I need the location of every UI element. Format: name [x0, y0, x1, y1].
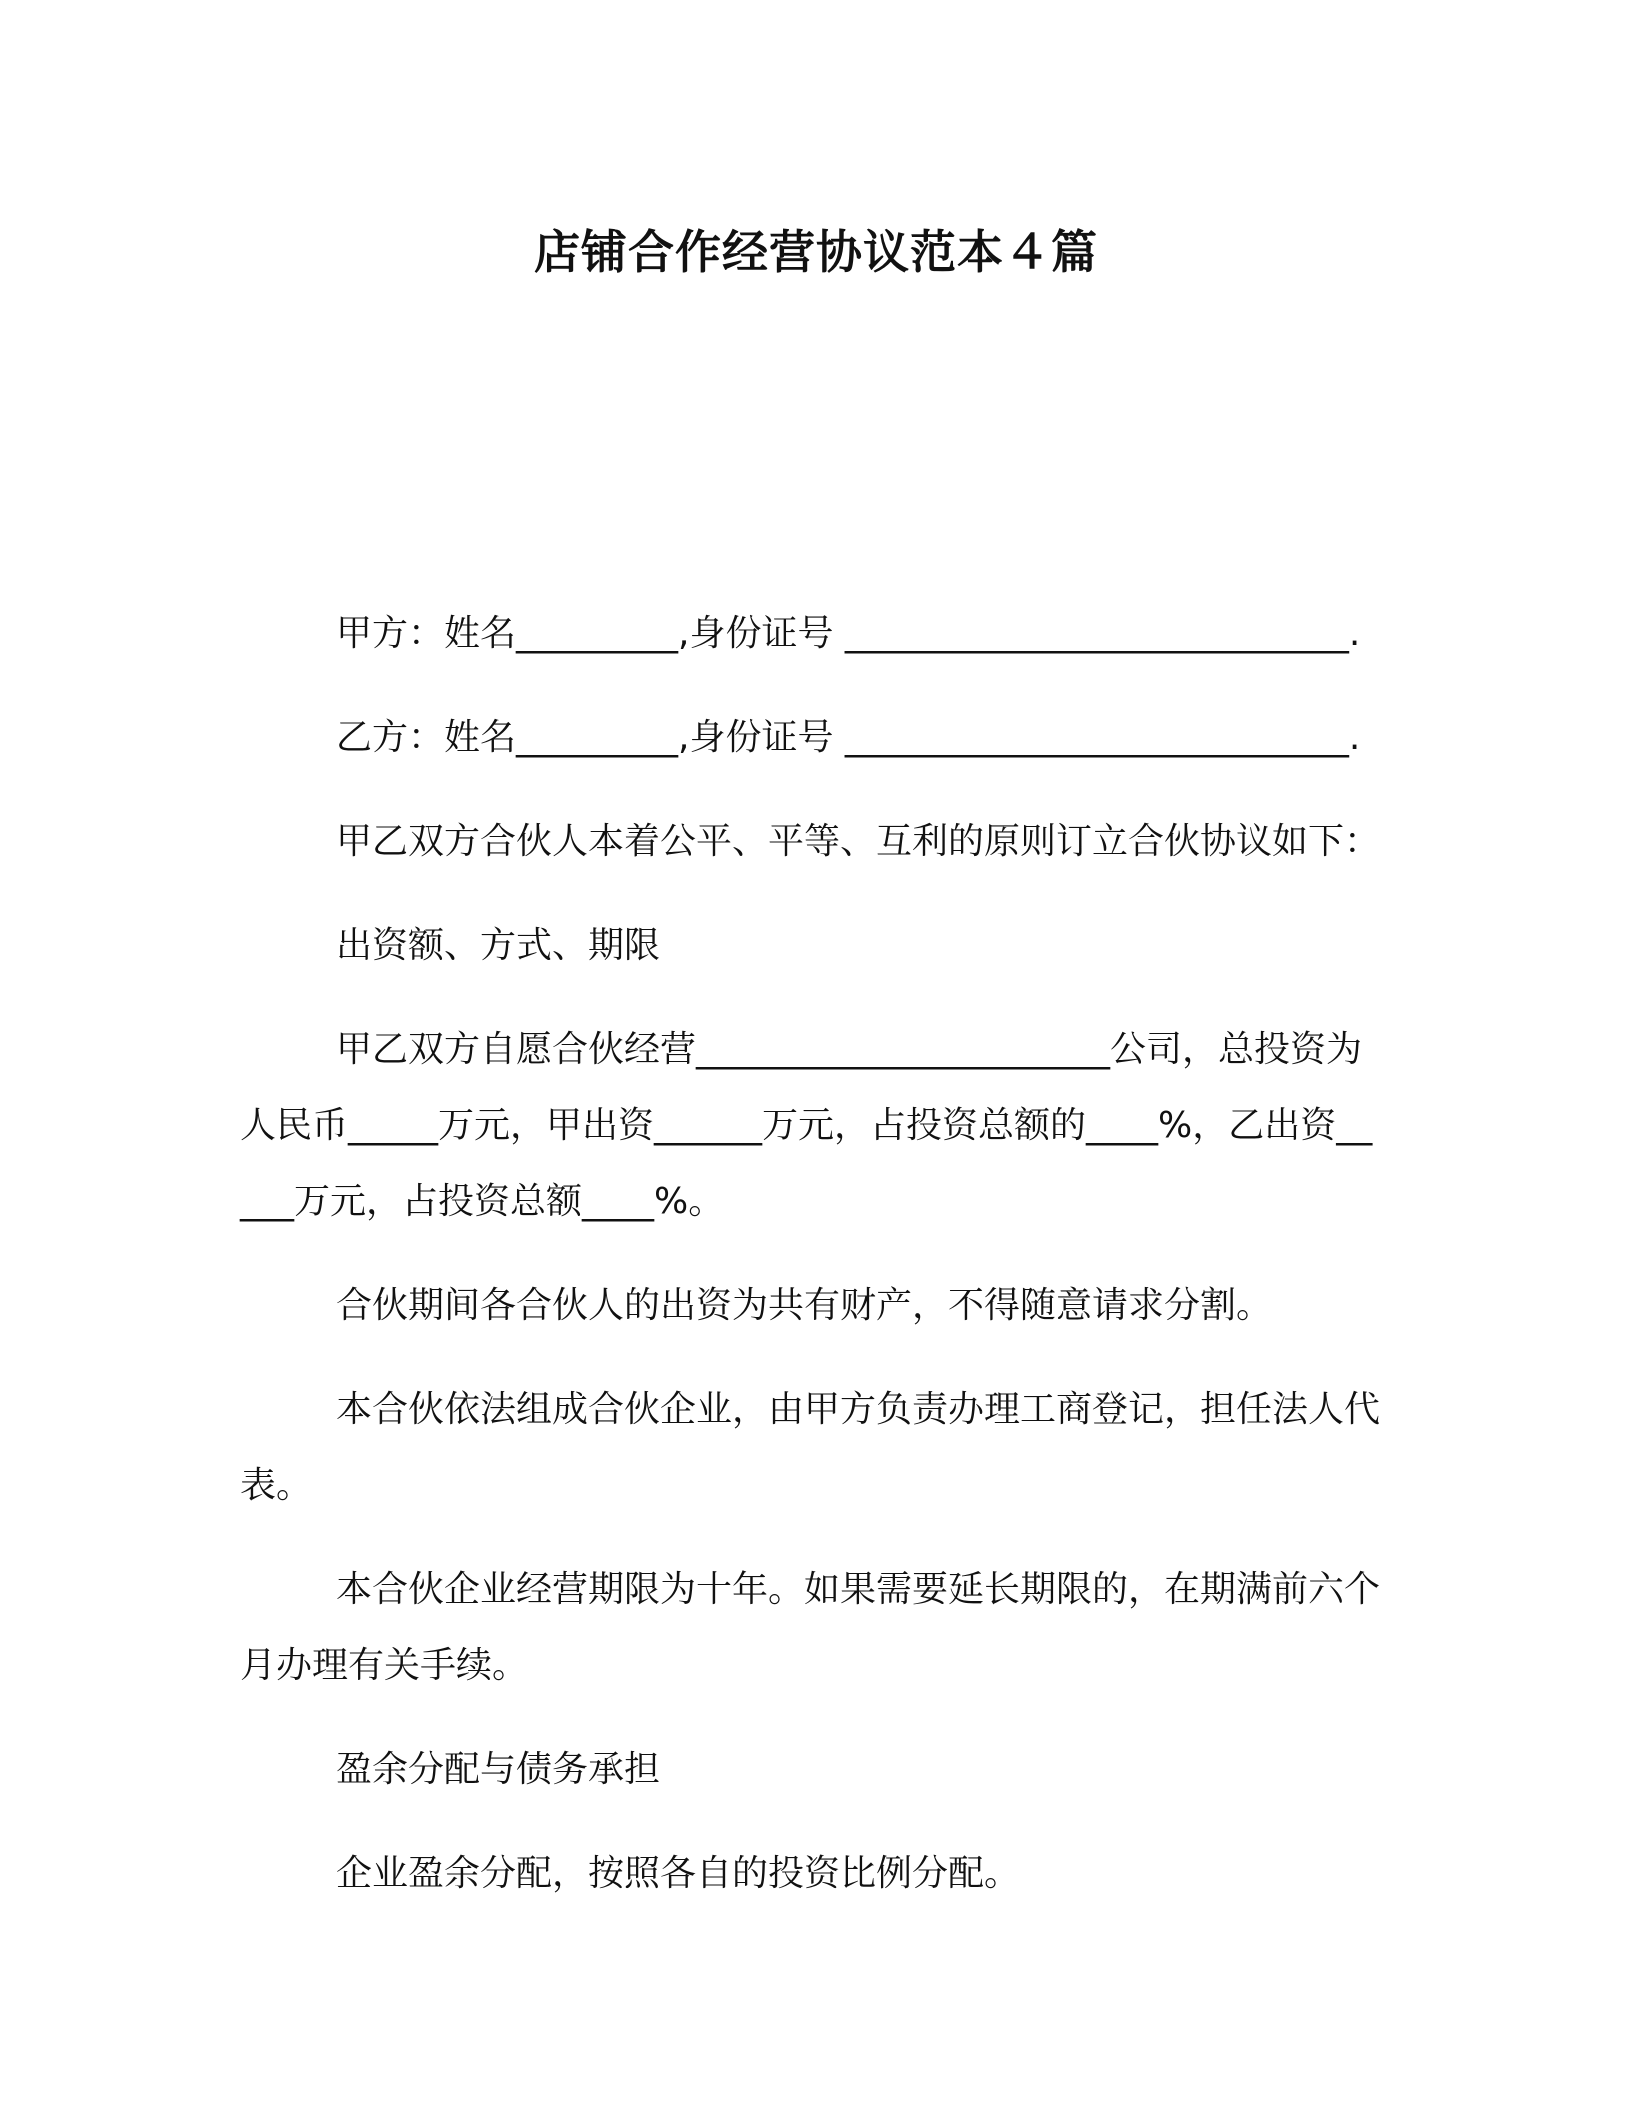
document-body — [240, 596, 1390, 1940]
joint-property-clause: 合伙期间各合伙人的出资为共有财产，不得随意请求分割。 — [336, 1285, 1273, 1326]
profit-clause: 企业盈余分配，按照各自的投资比例分配。 — [336, 1853, 1021, 1894]
investment-clause: 甲乙双方自愿合伙经营_______________________公司，总投资为人民币_____万元，甲出资______万元，占投资总额的____%，乙出资_____万元，占投资总额____%。 — [240, 1029, 1373, 1222]
party-a-line: 甲方：姓名_________,身份证号 ____________________________. — [336, 613, 1361, 654]
party-b-line: 乙方：姓名_________,身份证号 ____________________________. — [336, 717, 1361, 758]
section-heading-investment: 出资额、方式、期限 — [336, 925, 661, 966]
agreement-intro: 甲乙双方合伙人本着公平、平等、互利的原则订立合伙协议如下： — [336, 821, 1381, 862]
registration-clause: 本合伙依法组成合伙企业，由甲方负责办理工商登记，担任法人代表。 — [240, 1389, 1381, 1506]
section-heading-profit: 盈余分配与债务承担 — [336, 1749, 661, 1790]
document-title: 店铺合作经营协议范本４篇 — [534, 225, 1098, 279]
term-clause: 本合伙企业经营期限为十年。如果需要延长期限的，在期满前六个月办理有关手续。 — [240, 1569, 1381, 1686]
